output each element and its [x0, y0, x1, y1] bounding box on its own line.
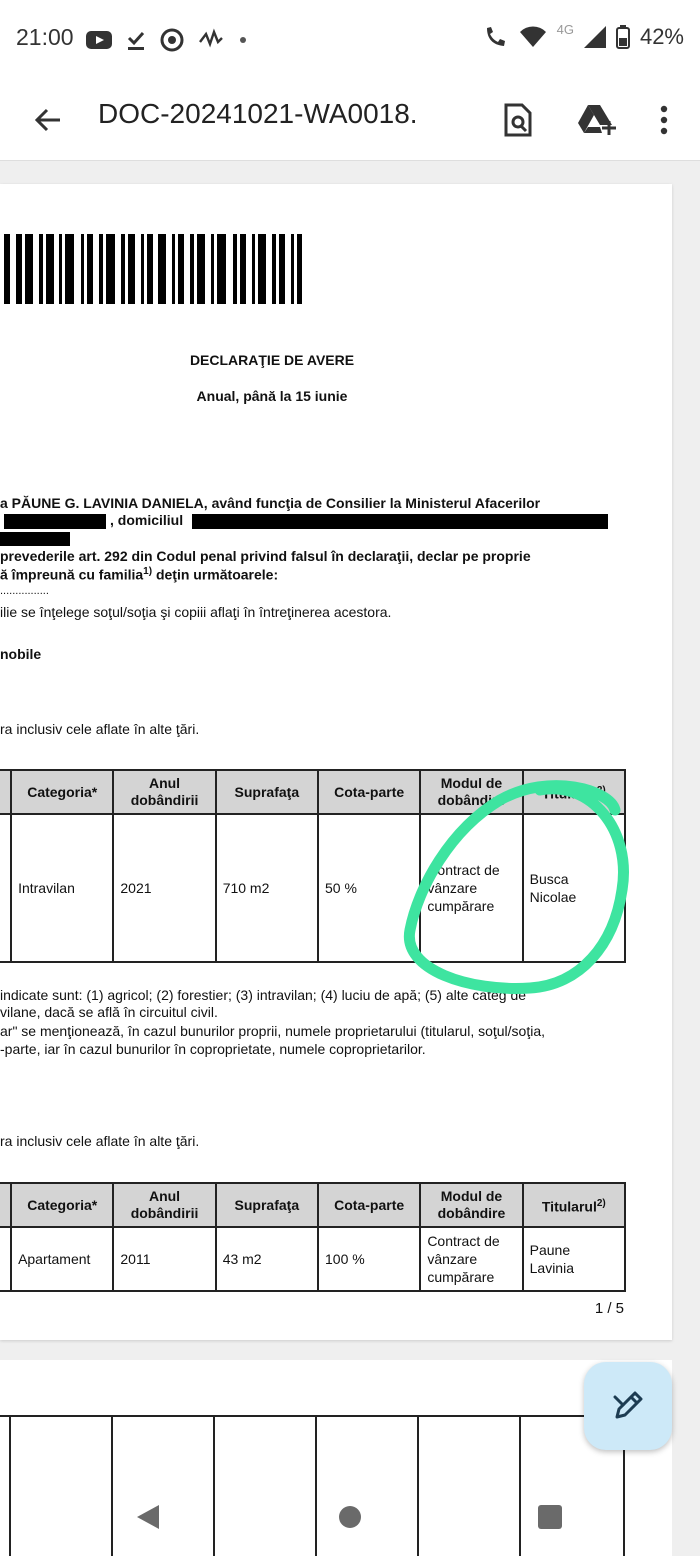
intro-line-2: , domiciliul: [110, 512, 184, 528]
land-table: [0, 769, 626, 963]
nav-recents-button[interactable]: [522, 1492, 578, 1542]
status-time: 21:00: [16, 24, 74, 50]
more-vert-icon: [660, 105, 668, 135]
document-search-icon: [503, 103, 533, 137]
table-cell: 50 %: [318, 814, 420, 962]
table-cell: Paune Lavinia: [523, 1227, 625, 1291]
table-header-row: [0, 770, 625, 814]
edit-pen-icon: [611, 1389, 645, 1423]
find-in-document-button[interactable]: [496, 98, 540, 142]
app-bar: [0, 80, 700, 161]
redaction-bar: [0, 532, 70, 546]
table-row: [0, 814, 625, 962]
back-arrow-icon: [33, 105, 63, 135]
footnote-categories: indicate sunt: (1) agricol; (2) forestier; (3) intravilan; (4) luciu de apă; (5) alte categ de: [0, 987, 527, 1003]
table-cell: Busca Nicolae: [523, 814, 625, 962]
back-button[interactable]: [28, 100, 68, 140]
barcode-image: [4, 234, 305, 304]
table-header-row: [0, 1183, 625, 1227]
footnote-owner-cont: -parte, iar în cazul bunurilor în coproprietate, numele coproprietarilor.: [0, 1041, 426, 1057]
buildings-table: [0, 1182, 626, 1292]
battery-percent: 42%: [639, 24, 684, 49]
table-header-cell: Suprafaţa: [216, 770, 318, 814]
table-cell: 710 m2: [216, 814, 318, 962]
table-cell: 2021: [113, 814, 215, 962]
abroad-note: ra inclusiv cele aflate în alte ţări.: [0, 1133, 200, 1149]
activity-icon: [198, 28, 224, 52]
redaction-bar: [4, 514, 106, 529]
status-system-icons: [483, 21, 684, 50]
intro-line-4: ă împreună cu familia$^{1)}$ deţin următoarele:: [0, 566, 279, 583]
nav-back-button[interactable]: [120, 1492, 176, 1542]
intro-line-1: a PĂUNE G. LAVINIA DANIELA, având funcţia de Consilier la Ministerul Afacerilor: [0, 495, 541, 511]
table-cell: 2011: [113, 1227, 215, 1291]
wifi-icon: [519, 26, 547, 48]
battery-icon: [616, 25, 630, 49]
edit-fab-button[interactable]: [584, 1362, 672, 1450]
table-cell: 100 %: [318, 1227, 420, 1291]
table-row: [0, 1227, 625, 1291]
table-cell: 43 m2: [216, 1227, 318, 1291]
table-header-cell: Titularul$^{2)}$: [523, 770, 625, 814]
table-cell: Contract de vânzare cumpărare: [420, 1227, 522, 1291]
table-header-cell: [0, 1183, 11, 1227]
nav-home-button[interactable]: [322, 1492, 378, 1542]
navigation-bar: [0, 1478, 700, 1556]
add-to-drive-button[interactable]: [574, 98, 618, 142]
table-header-cell: Modul de dobândire: [420, 770, 522, 814]
declaration-subtitle: Anual, până la 15 iunie: [196, 388, 348, 404]
page-number: 1 / 5: [594, 1300, 624, 1317]
table-header-cell: [0, 770, 11, 814]
table-cell: [0, 1227, 11, 1291]
table-header-cell: Modul de dobândire: [420, 1183, 522, 1227]
table-cell: [0, 814, 11, 962]
nav-home-icon: [337, 1504, 363, 1530]
chrome-icon: [160, 28, 184, 52]
abroad-note: ra inclusiv cele aflate în alte ţări.: [0, 721, 200, 737]
wifi-calling-icon: [483, 25, 509, 49]
download-done-icon: [126, 29, 146, 51]
table-cell: Intravilan: [11, 814, 113, 962]
footnote-owner: ar" se menţionează, în cazul bunurilor proprii, numele proprietarului (titularul, soţul/soţia,: [0, 1023, 546, 1039]
redaction-bar: [192, 514, 608, 529]
status-notification-icons: [86, 26, 248, 54]
drive-add-icon: [576, 103, 616, 137]
table-header-cell: Categoria*: [11, 1183, 113, 1227]
table-header-cell: Categoria*: [11, 770, 113, 814]
nav-recents-icon: [537, 1504, 563, 1530]
section-heading: nobile: [0, 646, 42, 662]
table-header-cell: Anul dobândirii: [113, 1183, 215, 1227]
table-cell: Apartament: [11, 1227, 113, 1291]
document-title: DOC-20241021-WA0018.: [98, 98, 418, 129]
declaration-title: DECLARAŢIE DE AVERE: [189, 352, 355, 368]
status-bar: [0, 0, 700, 80]
dot-icon: [238, 35, 248, 45]
network-type: 4G: [556, 21, 574, 37]
youtube-icon: [86, 30, 112, 50]
table-header-cell: Titularul$^{2)}$: [523, 1183, 625, 1227]
signal-icon: [584, 26, 606, 48]
table-header-cell: Cota-parte: [318, 770, 420, 814]
table-header-cell: Suprafaţa: [216, 1183, 318, 1227]
nav-back-icon: [135, 1503, 161, 1531]
more-options-button[interactable]: [642, 98, 686, 142]
table-header-cell: Cota-parte: [318, 1183, 420, 1227]
document-page: [0, 184, 672, 1340]
table-cell: Contract de vânzare cumpărare: [420, 814, 522, 962]
family-note: ilie se înţelege soţul/soţia şi copiii aflaţi în întreţinerea acestora.: [0, 604, 392, 620]
table-header-cell: Anul dobândirii: [113, 770, 215, 814]
footnote-categories-cont: vilane, dacă se află în circuitul civil.: [0, 1004, 218, 1020]
intro-line-3: prevederile art. 292 din Codul penal privind falsul în declaraţii, declar pe proprie: [0, 548, 531, 564]
dotted-line: ................: [0, 585, 49, 597]
